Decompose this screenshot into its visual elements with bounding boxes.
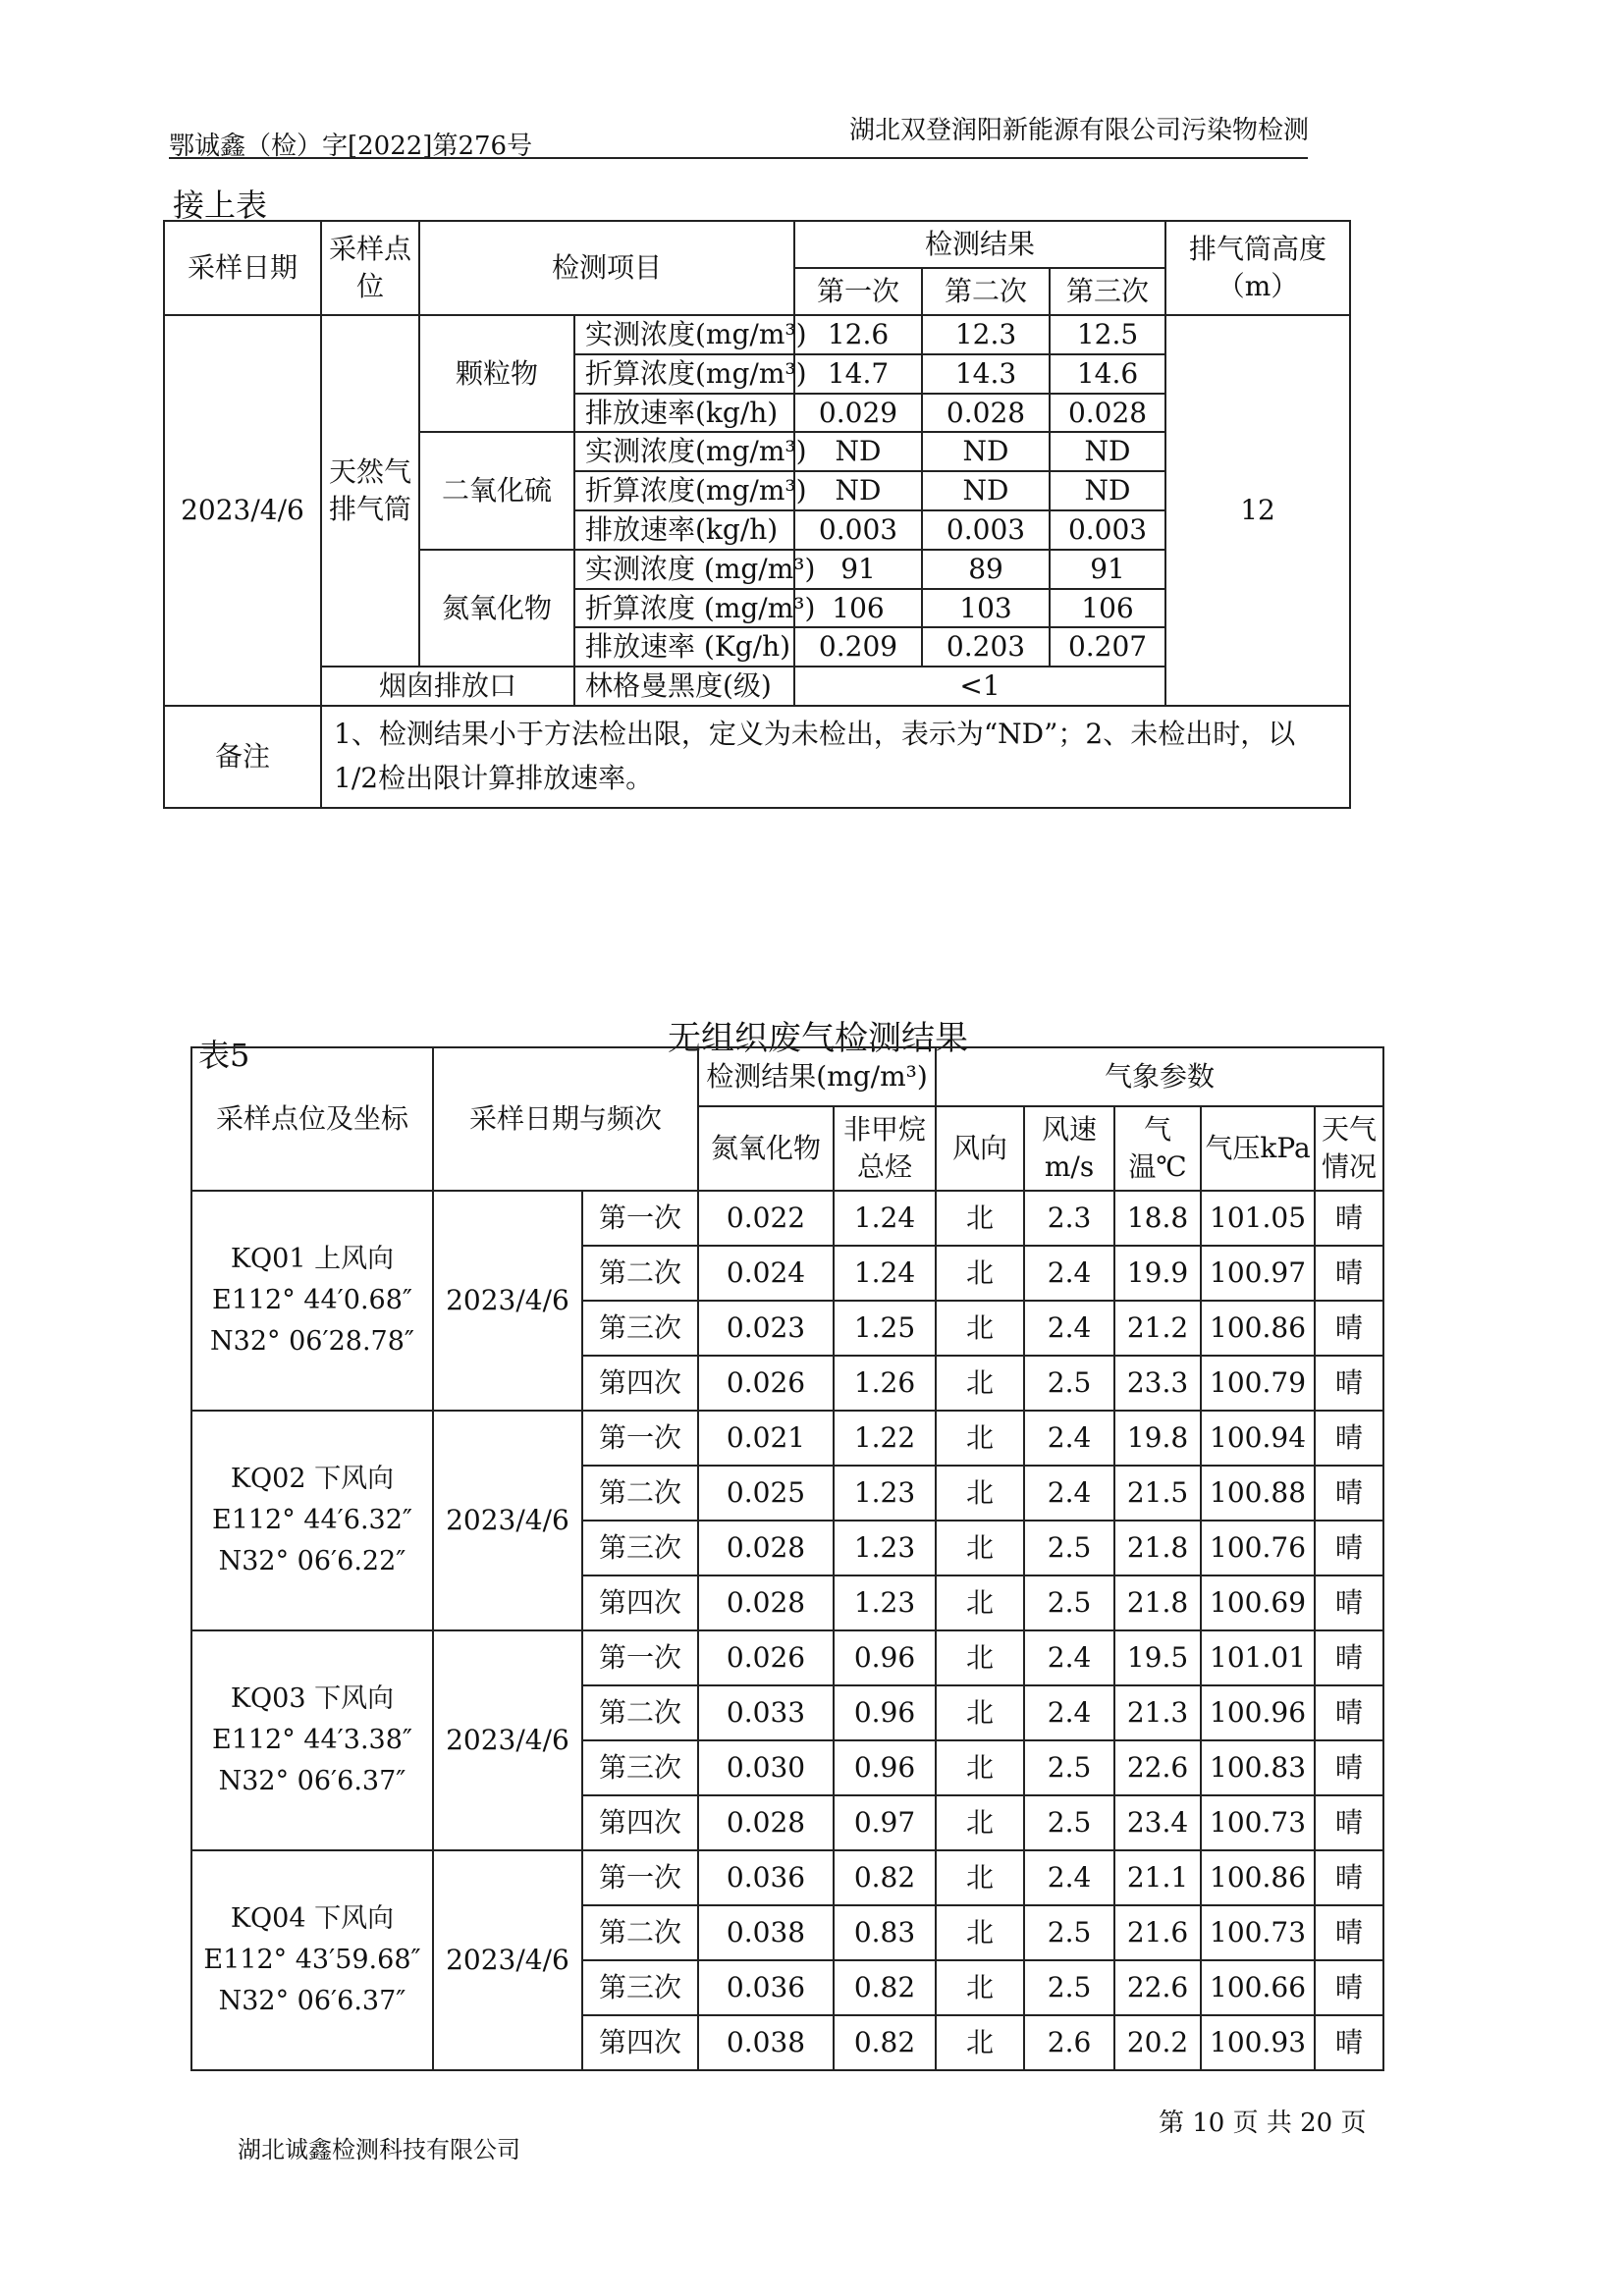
frequency: 第一次 <box>582 1191 698 1246</box>
pressure: 101.01 <box>1201 1630 1315 1685</box>
result-value: 106 <box>794 589 922 628</box>
test-item: 实测浓度(mg/m³) <box>574 432 794 471</box>
wind-speed: 2.3 <box>1024 1191 1114 1246</box>
result-value: 0.029 <box>794 394 922 433</box>
nmhc-value: 0.82 <box>834 1960 936 2015</box>
nmhc-value: 0.97 <box>834 1795 936 1850</box>
nmhc-value: 1.23 <box>834 1575 936 1630</box>
wind-direction: 北 <box>936 1850 1024 1905</box>
table5-label: 表5 <box>198 1037 250 1074</box>
hdr-date-freq: 采样日期与频次 <box>433 1047 698 1191</box>
nox-value: 0.028 <box>698 1795 834 1850</box>
wind-direction: 北 <box>936 1521 1024 1575</box>
temperature: 21.3 <box>1114 1685 1201 1740</box>
nox-value: 0.038 <box>698 2015 834 2070</box>
report-client: 湖北双登润阳新能源有限公司污染物检测 <box>848 116 1309 145</box>
nox-value: 0.036 <box>698 1850 834 1905</box>
nmhc-value: 1.26 <box>834 1356 936 1411</box>
result-value: 12.6 <box>794 315 922 354</box>
site-name: KQ03 下风向 <box>230 1683 395 1715</box>
wind-speed: 2.4 <box>1024 1301 1114 1356</box>
frequency: 第四次 <box>582 1795 698 1850</box>
header-rule <box>169 157 1308 159</box>
result-value: 106 <box>1050 589 1165 628</box>
site-lon: E112° 44′3.38″ <box>211 1725 413 1756</box>
result-value: 14.7 <box>794 354 922 394</box>
result-value: 91 <box>794 550 922 589</box>
wind-direction: 北 <box>936 1740 1024 1795</box>
temperature: 18.8 <box>1114 1191 1201 1246</box>
wind-speed: 2.5 <box>1024 1795 1114 1850</box>
pollutant-name: 颗粒物 <box>419 315 574 432</box>
nmhc-value: 1.24 <box>834 1246 936 1301</box>
test-item: 折算浓度(mg/m³) <box>574 354 794 394</box>
wind-speed: 2.4 <box>1024 1466 1114 1521</box>
test-item: 排放速率(kg/h) <box>574 394 794 433</box>
result-value: 0.209 <box>794 627 922 667</box>
wind-speed: 2.4 <box>1024 1246 1114 1301</box>
site-lon: E112° 43′59.68″ <box>203 1945 421 1976</box>
site-lat: N32° 06′28.78″ <box>210 1325 414 1357</box>
result-value: 0.207 <box>1050 627 1165 667</box>
weather: 晴 <box>1315 1246 1383 1301</box>
hdr-wind-dir: 风向 <box>936 1106 1024 1191</box>
weather: 晴 <box>1315 1356 1383 1411</box>
weather: 晴 <box>1315 1521 1383 1575</box>
test-item: 排放速率(kg/h) <box>574 510 794 550</box>
pollutant-name: 二氧化硫 <box>419 432 574 549</box>
temperature: 23.4 <box>1114 1795 1201 1850</box>
temperature: 21.1 <box>1114 1850 1201 1905</box>
frequency: 第二次 <box>582 1685 698 1740</box>
result-value: 0.003 <box>922 510 1050 550</box>
temperature: 21.8 <box>1114 1521 1201 1575</box>
wind-direction: 北 <box>936 1795 1024 1850</box>
ringelmann-value: <1 <box>794 667 1165 706</box>
temperature: 21.8 <box>1114 1575 1201 1630</box>
wind-direction: 北 <box>936 1191 1024 1246</box>
hdr-nox: 氮氧化物 <box>698 1106 834 1191</box>
wind-direction: 北 <box>936 2015 1024 2070</box>
site-lat: N32° 06′6.37″ <box>218 1985 406 2016</box>
wind-direction: 北 <box>936 1630 1024 1685</box>
table-row <box>191 1191 1383 1246</box>
nox-value: 0.026 <box>698 1356 834 1411</box>
result-value: ND <box>922 432 1050 471</box>
wind-direction: 北 <box>936 1905 1024 1960</box>
wind-direction: 北 <box>936 1685 1024 1740</box>
temperature: 21.5 <box>1114 1466 1201 1521</box>
frequency: 第一次 <box>582 1850 698 1905</box>
pressure: 101.05 <box>1201 1191 1315 1246</box>
nox-value: 0.024 <box>698 1246 834 1301</box>
test-item: 折算浓度 (mg/m³) <box>574 589 794 628</box>
nmhc-value: 1.24 <box>834 1191 936 1246</box>
temperature: 20.2 <box>1114 2015 1201 2070</box>
nmhc-value: 1.23 <box>834 1521 936 1575</box>
result-value: 0.028 <box>1050 394 1165 433</box>
weather: 晴 <box>1315 1795 1383 1850</box>
hdr-results-unit: 检测结果(mg/m³) <box>698 1047 936 1106</box>
wind-speed: 2.5 <box>1024 1575 1114 1630</box>
site-name: KQ02 下风向 <box>230 1464 395 1495</box>
temperature: 19.5 <box>1114 1630 1201 1685</box>
site-name: KQ04 下风向 <box>230 1903 395 1935</box>
nmhc-value: 0.96 <box>834 1685 936 1740</box>
pressure: 100.73 <box>1201 1905 1315 1960</box>
frequency: 第二次 <box>582 1246 698 1301</box>
remark-label: 备注 <box>164 706 321 808</box>
table-row <box>191 1630 1383 1685</box>
hdr-site: 采样点位及坐标 <box>191 1047 433 1191</box>
pressure: 100.93 <box>1201 2015 1315 2070</box>
remark-row <box>164 706 1350 808</box>
frequency: 第二次 <box>582 1466 698 1521</box>
frequency: 第三次 <box>582 1960 698 2015</box>
temperature: 19.9 <box>1114 1246 1201 1301</box>
pressure: 100.96 <box>1201 1685 1315 1740</box>
hdr-nmhc: 非甲烷总烃 <box>834 1106 936 1191</box>
pressure: 100.79 <box>1201 1356 1315 1411</box>
nox-value: 0.023 <box>698 1301 834 1356</box>
wind-speed: 2.5 <box>1024 1521 1114 1575</box>
nox-value: 0.036 <box>698 1960 834 2015</box>
nmhc-value: 1.23 <box>834 1466 936 1521</box>
site-cell <box>191 1191 433 1411</box>
temperature: 23.3 <box>1114 1356 1201 1411</box>
table-row <box>164 315 1350 354</box>
pressure: 100.86 <box>1201 1301 1315 1356</box>
hdr-temp: 气温℃ <box>1114 1106 1201 1191</box>
weather: 晴 <box>1315 2015 1383 2070</box>
site-lat: N32° 06′6.22″ <box>218 1545 406 1576</box>
result-value: ND <box>1050 471 1165 510</box>
result-value: 12.5 <box>1050 315 1165 354</box>
wind-speed: 2.4 <box>1024 1685 1114 1740</box>
chimney-point: 烟囱排放口 <box>321 667 574 706</box>
wind-speed: 2.5 <box>1024 1905 1114 1960</box>
weather: 晴 <box>1315 1411 1383 1466</box>
pressure: 100.69 <box>1201 1575 1315 1630</box>
pressure: 100.76 <box>1201 1521 1315 1575</box>
hdr-sampling-point: 采样点位 <box>321 221 419 315</box>
hdr-results: 检测结果 <box>794 221 1165 268</box>
test-item: 实测浓度(mg/m³) <box>574 315 794 354</box>
temperature: 19.8 <box>1114 1411 1201 1466</box>
weather: 晴 <box>1315 1575 1383 1630</box>
hdr-stack-height: 排气筒高度（m） <box>1165 221 1350 315</box>
result-value: ND <box>1050 432 1165 471</box>
sampling-point: 天然气排气筒 <box>321 315 419 667</box>
result-value: 0.003 <box>794 510 922 550</box>
stack-emission-table <box>163 220 1351 809</box>
hdr-weather: 天气情况 <box>1315 1106 1383 1191</box>
result-value: ND <box>922 471 1050 510</box>
site-lon: E112° 44′0.68″ <box>211 1285 413 1316</box>
table-row <box>191 1411 1383 1466</box>
frequency: 第二次 <box>582 1905 698 1960</box>
result-value: ND <box>794 432 922 471</box>
nox-value: 0.038 <box>698 1905 834 1960</box>
wind-direction: 北 <box>936 1466 1024 1521</box>
test-item: 实测浓度 (mg/m³) <box>574 550 794 589</box>
pressure: 100.88 <box>1201 1466 1315 1521</box>
result-value: 103 <box>922 589 1050 628</box>
hdr-test-item: 检测项目 <box>419 221 794 315</box>
nox-value: 0.030 <box>698 1740 834 1795</box>
frequency: 第三次 <box>582 1301 698 1356</box>
weather: 晴 <box>1315 1466 1383 1521</box>
report-number: 鄂诚鑫（检）字[2022]第276号 <box>169 132 533 161</box>
nox-value: 0.022 <box>698 1191 834 1246</box>
frequency: 第一次 <box>582 1411 698 1466</box>
frequency: 第三次 <box>582 1740 698 1795</box>
remark-text: 1、检测结果小于方法检出限，定义为未检出，表示为“ND”；2、未检出时，以1/2检出限计算排放速率。 <box>321 706 1350 808</box>
table5-title: 无组织废气检测结果 <box>668 1019 968 1058</box>
site-cell <box>191 1411 433 1630</box>
temperature: 22.6 <box>1114 1960 1201 2015</box>
wind-speed: 2.5 <box>1024 1356 1114 1411</box>
footer-company: 湖北诚鑫检测科技有限公司 <box>238 2136 520 2163</box>
site-date: 2023/4/6 <box>433 1630 582 1850</box>
pollutant-name: 氮氧化物 <box>419 550 574 667</box>
hdr-meteo: 气象参数 <box>936 1047 1383 1106</box>
temperature: 21.2 <box>1114 1301 1201 1356</box>
site-date: 2023/4/6 <box>433 1850 582 2070</box>
wind-direction: 北 <box>936 1301 1024 1356</box>
site-date: 2023/4/6 <box>433 1191 582 1411</box>
frequency: 第四次 <box>582 1356 698 1411</box>
frequency: 第三次 <box>582 1521 698 1575</box>
result-value: 14.6 <box>1050 354 1165 394</box>
page-number: 第 10 页 共 20 页 <box>1159 2109 1367 2138</box>
hdr-round-2: 第二次 <box>922 268 1050 315</box>
nmhc-value: 0.82 <box>834 1850 936 1905</box>
frequency: 第一次 <box>582 1630 698 1685</box>
result-value: 14.3 <box>922 354 1050 394</box>
nox-value: 0.033 <box>698 1685 834 1740</box>
test-item: 排放速率 (Kg/h) <box>574 627 794 667</box>
weather: 晴 <box>1315 1685 1383 1740</box>
nmhc-value: 1.25 <box>834 1301 936 1356</box>
nox-value: 0.026 <box>698 1630 834 1685</box>
nmhc-value: 0.96 <box>834 1740 936 1795</box>
wind-speed: 2.4 <box>1024 1850 1114 1905</box>
wind-direction: 北 <box>936 1246 1024 1301</box>
nox-value: 0.021 <box>698 1411 834 1466</box>
nmhc-value: 1.22 <box>834 1411 936 1466</box>
result-value: 0.028 <box>922 394 1050 433</box>
nox-value: 0.028 <box>698 1575 834 1630</box>
pressure: 100.66 <box>1201 1960 1315 2015</box>
temperature: 21.6 <box>1114 1905 1201 1960</box>
hdr-wind-speed: 风速m/s <box>1024 1106 1114 1191</box>
hdr-sampling-date: 采样日期 <box>164 221 321 315</box>
site-cell <box>191 1630 433 1850</box>
stack-height: 12 <box>1165 315 1350 706</box>
wind-direction: 北 <box>936 1356 1024 1411</box>
nmhc-value: 0.96 <box>834 1630 936 1685</box>
frequency: 第四次 <box>582 1575 698 1630</box>
result-value: 89 <box>922 550 1050 589</box>
weather: 晴 <box>1315 1630 1383 1685</box>
site-lon: E112° 44′6.32″ <box>211 1505 413 1536</box>
temperature: 22.6 <box>1114 1740 1201 1795</box>
pressure: 100.86 <box>1201 1850 1315 1905</box>
nox-value: 0.028 <box>698 1521 834 1575</box>
wind-direction: 北 <box>936 1960 1024 2015</box>
table-row <box>191 1850 1383 1905</box>
weather: 晴 <box>1315 1960 1383 2015</box>
wind-speed: 2.4 <box>1024 1630 1114 1685</box>
sampling-date: 2023/4/6 <box>164 315 321 706</box>
site-date: 2023/4/6 <box>433 1411 582 1630</box>
wind-direction: 北 <box>936 1575 1024 1630</box>
result-value: ND <box>794 471 922 510</box>
nmhc-value: 0.82 <box>834 2015 936 2070</box>
site-name: KQ01 上风向 <box>230 1244 395 1275</box>
result-value: 91 <box>1050 550 1165 589</box>
hdr-round-3: 第三次 <box>1050 268 1165 315</box>
nox-value: 0.025 <box>698 1466 834 1521</box>
result-value: 12.3 <box>922 315 1050 354</box>
wind-speed: 2.6 <box>1024 2015 1114 2070</box>
hdr-round-1: 第一次 <box>794 268 922 315</box>
pressure: 100.94 <box>1201 1411 1315 1466</box>
weather: 晴 <box>1315 1740 1383 1795</box>
wind-speed: 2.4 <box>1024 1411 1114 1466</box>
wind-direction: 北 <box>936 1411 1024 1466</box>
ringelmann-item: 林格曼黑度(级) <box>574 667 794 706</box>
wind-speed: 2.5 <box>1024 1740 1114 1795</box>
fugitive-gas-table <box>190 1046 1384 2071</box>
wind-speed: 2.5 <box>1024 1960 1114 2015</box>
result-value: 0.203 <box>922 627 1050 667</box>
pressure: 100.73 <box>1201 1795 1315 1850</box>
continued-label: 接上表 <box>173 187 268 224</box>
test-item: 折算浓度(mg/m³) <box>574 471 794 510</box>
pressure: 100.97 <box>1201 1246 1315 1301</box>
hdr-pressure: 气压kPa <box>1201 1106 1315 1191</box>
weather: 晴 <box>1315 1301 1383 1356</box>
weather: 晴 <box>1315 1905 1383 1960</box>
nmhc-value: 0.83 <box>834 1905 936 1960</box>
site-cell <box>191 1850 433 2070</box>
weather: 晴 <box>1315 1191 1383 1246</box>
frequency: 第四次 <box>582 2015 698 2070</box>
result-value: 0.003 <box>1050 510 1165 550</box>
site-lat: N32° 06′6.37″ <box>218 1765 406 1796</box>
weather: 晴 <box>1315 1850 1383 1905</box>
pressure: 100.83 <box>1201 1740 1315 1795</box>
